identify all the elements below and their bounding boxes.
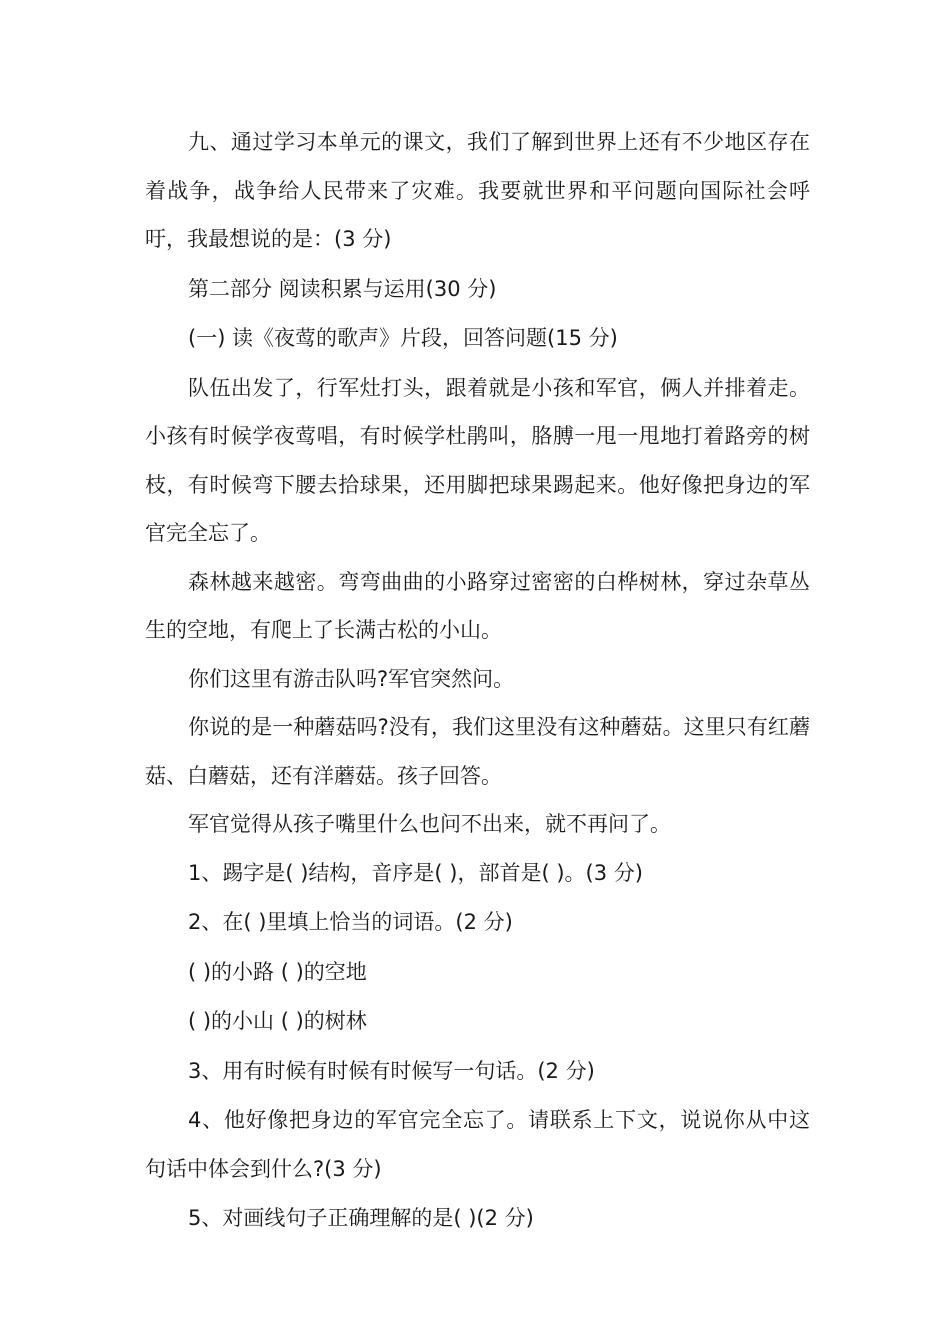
question-4: 4、他好像把身边的军官完全忘了。请联系上下文，说说你从中这句话中体会到什么?(3 分) [145, 1108, 810, 1181]
question-1: 1、踢字是( )结构，音序是( )，部首是( )。(3 分) [188, 860, 643, 885]
reading-heading: (一) 读《夜莺的歌声》片段，回答问题(15 分) [188, 326, 618, 350]
question-2: 2、在( )里填上恰当的词语。(2 分) [188, 910, 513, 934]
question-3: 3、用有时候有时候有时候写一句话。(2 分) [188, 1058, 595, 1083]
passage-paragraph-1: 队伍出发了，行军灶打头，跟着就是小孩和军官，俩人并排着走。小孩有时候学夜莺唱，有时候学杜鹃叫，胳膊一甩一甩地打着路旁的树枝，有时候弯下腰去拾球果，还用脚把球果踢起来。他好像把身边的军官完全忘了。 [145, 375, 810, 545]
question-2-blank-row-2: ( )的小山 ( )的树林 [188, 1009, 367, 1033]
passage-paragraph-3: 你们这里有游击队吗?军官突然问。 [188, 666, 515, 691]
section-heading-part-two: 第二部分 阅读积累与运用(30 分) [188, 276, 497, 301]
passage-paragraph-5: 军官觉得从孩子嘴里什么也问不出来，就不再问了。 [188, 812, 671, 836]
document-body [145, 118, 810, 1243]
question-5: 5、对画线句子正确理解的是( )(2 分) [188, 1206, 534, 1230]
passage-paragraph-2: 森林越来越密。弯弯曲曲的小路穿过密密的白桦树林，穿过杂草丛生的空地，有爬上了长满古松的小山。 [145, 569, 810, 642]
question-2-blank-row-1: ( )的小路 ( )的空地 [188, 959, 367, 984]
question-nine: 九、通过学习本单元的课文，我们了解到世界上还有不少地区存在着战争，战争给人民带来了灾难。我要就世界和平问题向国际社会呼吁，我最想说的是：(3 分) [145, 130, 810, 251]
passage-paragraph-4: 你说的是一种蘑菇吗?没有，我们这里没有这种蘑菇。这里只有红蘑菇、白蘑菇，还有洋蘑菇。孩子回答。 [145, 715, 810, 788]
